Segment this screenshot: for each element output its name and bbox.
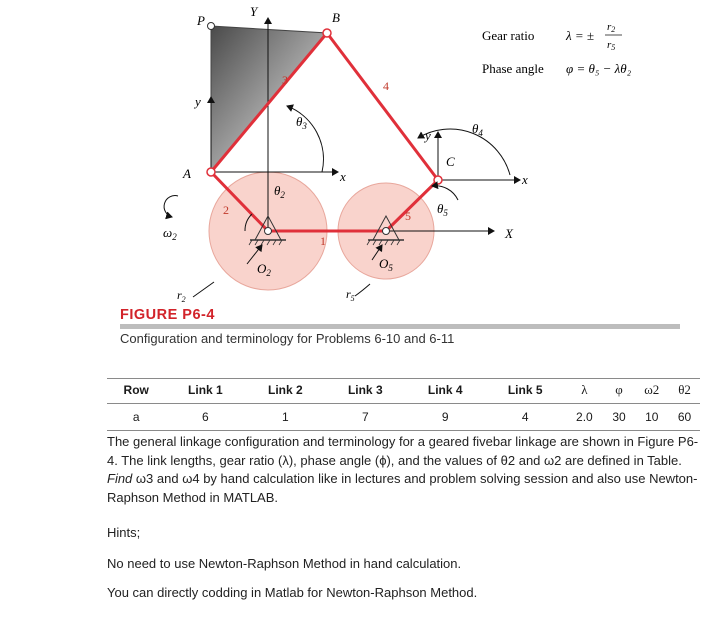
omega2-arrow xyxy=(164,196,178,217)
label-theta3: $\theta_3$ xyxy=(296,114,307,131)
cell-omega2: 10 xyxy=(634,404,669,431)
r5-leader xyxy=(355,284,370,296)
cell-link3: 7 xyxy=(325,404,405,431)
hint-line-2: You can directly codding in Matlab for Newton-Raphson Method. xyxy=(107,585,478,600)
label-theta2: $\theta_2$ xyxy=(274,183,285,200)
cell-link1: 6 xyxy=(165,404,245,431)
label-omega2: $\omega_2$ xyxy=(163,225,177,242)
theta4-arc xyxy=(418,129,510,175)
joint-C xyxy=(434,176,442,184)
cell-phi: 30 xyxy=(604,404,635,431)
theta3-arc xyxy=(287,106,323,172)
label-y-C: y xyxy=(425,128,431,143)
table-row xyxy=(107,404,700,431)
label-r5: $r_5$ xyxy=(346,287,355,303)
figure-caption: Configuration and terminology for Problems 6-10 and 6-11 xyxy=(120,331,455,346)
table-header-row xyxy=(107,379,700,404)
label-X: X xyxy=(505,226,513,241)
gear-ratio-lhs: λ = ± xyxy=(566,28,595,43)
gear-ratio-num: r2 xyxy=(607,21,616,34)
label-C: C xyxy=(446,154,455,169)
header-lambda: λ xyxy=(565,379,603,404)
joint-B xyxy=(323,29,331,37)
gear-ratio-den: r5 xyxy=(607,39,616,52)
phase-angle-formula: φ = θ₅ − λθ₂ xyxy=(566,61,632,76)
phase-angle-label: Phase angle xyxy=(482,61,544,76)
label-link-2: 2 xyxy=(223,203,229,217)
cell-lambda: 2.0 xyxy=(565,404,603,431)
r2-leader xyxy=(193,282,214,297)
label-O5: $O_5$ xyxy=(379,256,393,273)
label-link-1: 1 xyxy=(320,234,326,248)
problem-text-part1: The general linkage configuration and terminology for a geared fivebar linkage are shown in Figure P6-4. The link lengths, gear ratio (λ), phase angle (ϕ), and the values of θ2 and ω2 are defined in Table. xyxy=(107,434,699,468)
header-link5: Link 5 xyxy=(485,379,565,404)
header-link2: Link 2 xyxy=(245,379,325,404)
label-B: B xyxy=(332,10,340,25)
theta5-arc xyxy=(432,186,458,200)
cell-theta2: 60 xyxy=(669,404,700,431)
label-O2: $O_2$ xyxy=(257,261,271,278)
label-theta4: $\theta_4$ xyxy=(472,121,483,138)
header-theta2: θ2 xyxy=(669,379,700,404)
linkage-figure xyxy=(0,0,727,305)
header-omega2: ω2 xyxy=(634,379,669,404)
link-parameters-table xyxy=(107,378,700,431)
problem-statement xyxy=(107,433,707,507)
point-P xyxy=(208,23,215,30)
header-link3: Link 3 xyxy=(325,379,405,404)
cell-row: a xyxy=(107,404,165,431)
label-x-C: x xyxy=(522,172,528,187)
label-link-5: 5 xyxy=(405,209,411,223)
header-link4: Link 4 xyxy=(405,379,485,404)
label-Y: Y xyxy=(250,4,258,19)
hints-title: Hints; xyxy=(107,525,141,540)
header-link1: Link 1 xyxy=(165,379,245,404)
label-link-3: 3 xyxy=(282,73,288,87)
problem-text-part2: ω3 and ω4 by hand calculation like in lectures and problem solving session and also use Newton-Raphson Method in MATLAB. xyxy=(107,471,698,505)
cell-link4: 9 xyxy=(405,404,485,431)
hint-line-1: No need to use Newton-Raphson Method in hand calculation. xyxy=(107,556,462,571)
link-4 xyxy=(327,33,438,180)
label-link-4: 4 xyxy=(383,79,389,93)
problem-text-find: Find xyxy=(107,471,133,486)
gear-ratio-label: Gear ratio xyxy=(482,28,535,43)
header-row: Row xyxy=(107,379,165,404)
label-A: A xyxy=(183,166,191,181)
label-x-A: x xyxy=(340,169,346,184)
label-y-A: y xyxy=(195,94,201,109)
label-theta5: $\theta_5$ xyxy=(437,201,448,218)
joint-A xyxy=(207,168,215,176)
caption-divider xyxy=(120,324,680,329)
cell-link2: 1 xyxy=(245,404,325,431)
label-P: P xyxy=(197,13,205,28)
figure-number: FIGURE P6-4 xyxy=(120,307,215,323)
cell-link5: 4 xyxy=(485,404,565,431)
header-phi: φ xyxy=(604,379,635,404)
label-r2: $r_2$ xyxy=(177,288,186,304)
